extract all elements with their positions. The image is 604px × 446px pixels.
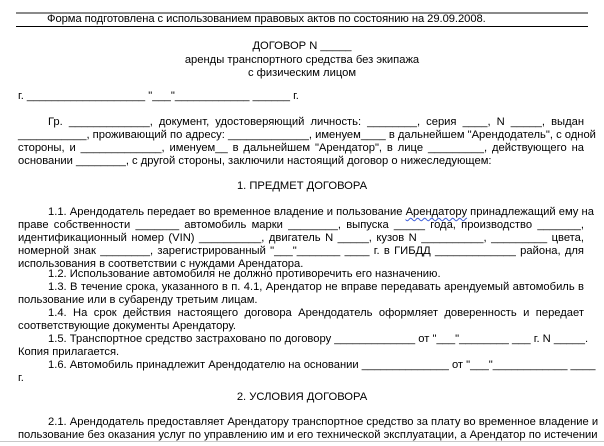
preamble-line: ___________, проживающий по адресу: _____________, именуем____ в дальнейшем "Арендодатель", с одной (18, 129, 596, 141)
preamble-line: стороны, и _____________, именуем__ в дальнейшем "Арендатор", в лице _________, действующего на (18, 142, 584, 154)
clause-line: использования в соответствии с нуждами Арендатора. (18, 258, 304, 270)
clause-line: 1.3. В течение срока, указанного в п. 4.1, Арендатор не вправе передавать арендуемый автомобиль в (48, 281, 584, 293)
clause-line: Копия прилагается. (18, 346, 120, 358)
clause-line: номерной знак ________, зарегистрированный "___"_______ ____ г. в ГИБДД _____________ района, для (18, 245, 584, 257)
clause-line: пользование без оказания услуг по управлению им и его технической эксплуатации, а Арендатор по истечении (18, 429, 598, 441)
header-rule-black (16, 26, 588, 27)
clause-line: пользование или в субаренду третьим лицам. (18, 294, 258, 306)
section-1-heading: 1. ПРЕДМЕТ ДОГОВОРА (236, 180, 368, 192)
page-bottom-edge (0, 441, 604, 442)
clause-1-2: 1.2. Использование автомобиля не должно противоречить его назначению. (48, 268, 441, 280)
clause-line: идентификационный номер (VIN) __________, двигатель N _____, кузов N __________, _________ цвета, (18, 232, 584, 244)
clause-line: праве собственности _______ автомобиль марки ________, выпуска _____ года, производство _______, (18, 219, 584, 231)
preamble-line: основании ________, с другой стороны, заключили настоящий договор о нижеследующем: (18, 155, 492, 167)
clause-text: 1.1. Арендодатель передает во временное владение и пользование (48, 206, 406, 218)
clause-text: принадлежащий ему на (467, 206, 594, 218)
clause-line: 1.6. Автомобиль принадлежит Арендодателю на основании ______________ от "___"____________ ____ (48, 359, 596, 371)
section-2-heading: 2. УСЛОВИЯ ДОГОВОРА (236, 391, 368, 403)
clause-line (18, 206, 594, 218)
contract-subtitle-2: с физическим лицом (247, 67, 357, 79)
spellcheck-flagged-word[interactable]: Арендатору (405, 206, 468, 218)
clause-line: г. (18, 372, 24, 384)
form-notice: Форма подготовлена с использованием правовых актов по состоянию на 29.09.2008. (47, 13, 486, 25)
clause-line: 1.4. На срок действия настоящего договора Арендодатель оформляет доверенность и передает (48, 307, 584, 319)
contract-subtitle-1: аренды транспортного средства без экипажа (184, 54, 420, 66)
place-date-line: г. ___________________ "___"____________ ______ г. (18, 90, 299, 102)
clause-line: соответствующие документы Арендатору. (18, 320, 236, 332)
preamble-line: Гр. _____________, документ, удостоверяющий личность: ________, серия ____, N _____, выдан (48, 116, 584, 128)
clause-line: 2.1. Арендодатель предоставляет Арендатору транспортное средство за плату во временное владение и (48, 416, 599, 428)
clause-line: 1.5. Транспортное средство застраховано по договору _____________ от "___"________ ___ г. N _____. (48, 333, 589, 345)
contract-title: ДОГОВОР N _____ (252, 40, 352, 52)
